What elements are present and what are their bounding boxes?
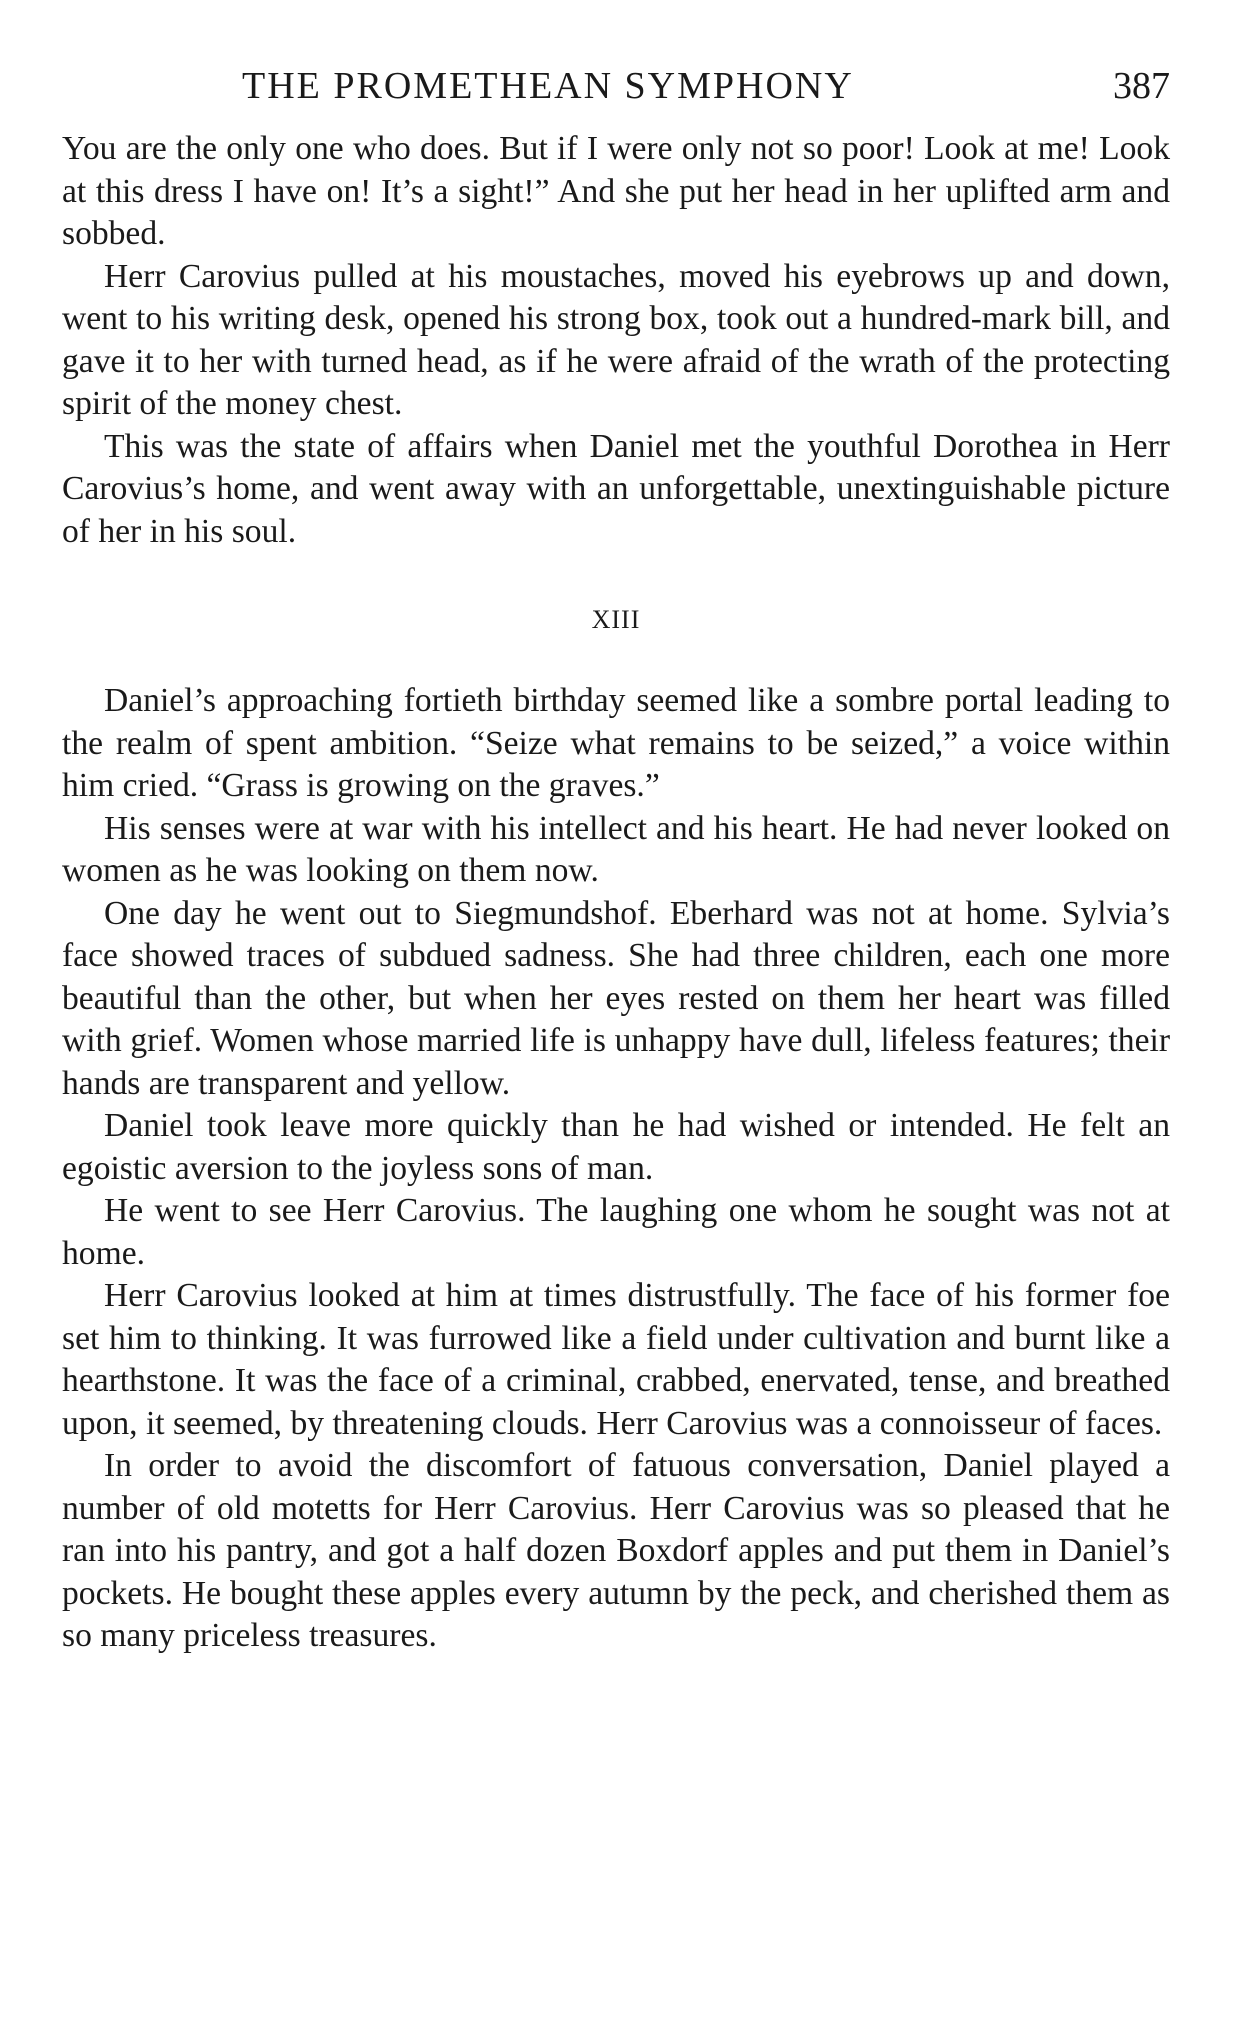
text-block-after-section [62, 680, 1170, 1658]
paragraph: Herr Carovius looked at him at times distrustfully. The face of his former foe set him to thinking. It was furrowed like a field under cultivation and burnt like a hearthstone. It was the face of a criminal, crabbed, enervated, tense, and breathed upon, it seemed, by threatening clouds. Herr Carovius was a connoisseur of faces. [62, 1277, 1170, 1442]
paragraph: His senses were at war with his intellect and his heart. He had never looked on women as he was looking on them now. [62, 809, 1170, 889]
paragraph: Daniel’s approaching fortieth birthday seemed like a sombre portal leading to the realm of spent ambition. “Seize what remains to be seized,” a voice within him cried. “Grass is growing on the graves.” [62, 682, 1170, 804]
text-block-before-section [62, 128, 1170, 553]
page-number: 387 [1113, 65, 1170, 107]
paragraph: You are the only one who does. But if I were only not so poor! Look at me! Look at this dress I have on! It’s a sight!” And she put her head in her uplifted arm and sobbed. [62, 130, 1170, 252]
paragraph: One day he went out to Siegmundshof. Eberhard was not at home. Sylvia’s face showed traces of subdued sadness. She had three children, each one more beautiful than the other, but when her eyes rested on them her heart was filled with grief. Women whose married life is unhappy have dull, lifeless features; their hands are transparent and yellow. [62, 894, 1170, 1102]
book-page [62, 60, 1170, 1658]
paragraph: This was the state of affairs when Daniel met the youthful Dorothea in Herr Carovius’s home, and went away with an unforgettable, unextinguishable picture of her in his soul. [62, 427, 1170, 550]
paragraph: He went to see Herr Carovius. The laughing one whom he sought was not at home. [62, 1192, 1170, 1272]
paragraph: Daniel took leave more quickly than he had wished or intended. He felt an egoistic aversion to the joyless sons of man. [62, 1107, 1170, 1187]
running-title: THE PROMETHEAN SYMPHONY [242, 65, 854, 107]
paragraph: In order to avoid the discomfort of fatuous conversation, Daniel played a number of old motetts for Herr Carovius. Herr Carovius was so pleased that he ran into his pantry, and got a half dozen Boxdorf apples and put them in Daniel’s pockets. He bought these apples every autumn by the peck, and cherished them as so many priceless treasures. [62, 1447, 1170, 1654]
running-head [62, 60, 1170, 120]
paragraph: Herr Carovius pulled at his moustaches, moved his eyebrows up and down, went to his writing desk, opened his strong box, took out a hundred-mark bill, and gave it to her with turned head, as if he were afraid of the wrath of the protecting spirit of the money chest. [62, 257, 1170, 422]
section-heading: XIII [591, 605, 641, 634]
